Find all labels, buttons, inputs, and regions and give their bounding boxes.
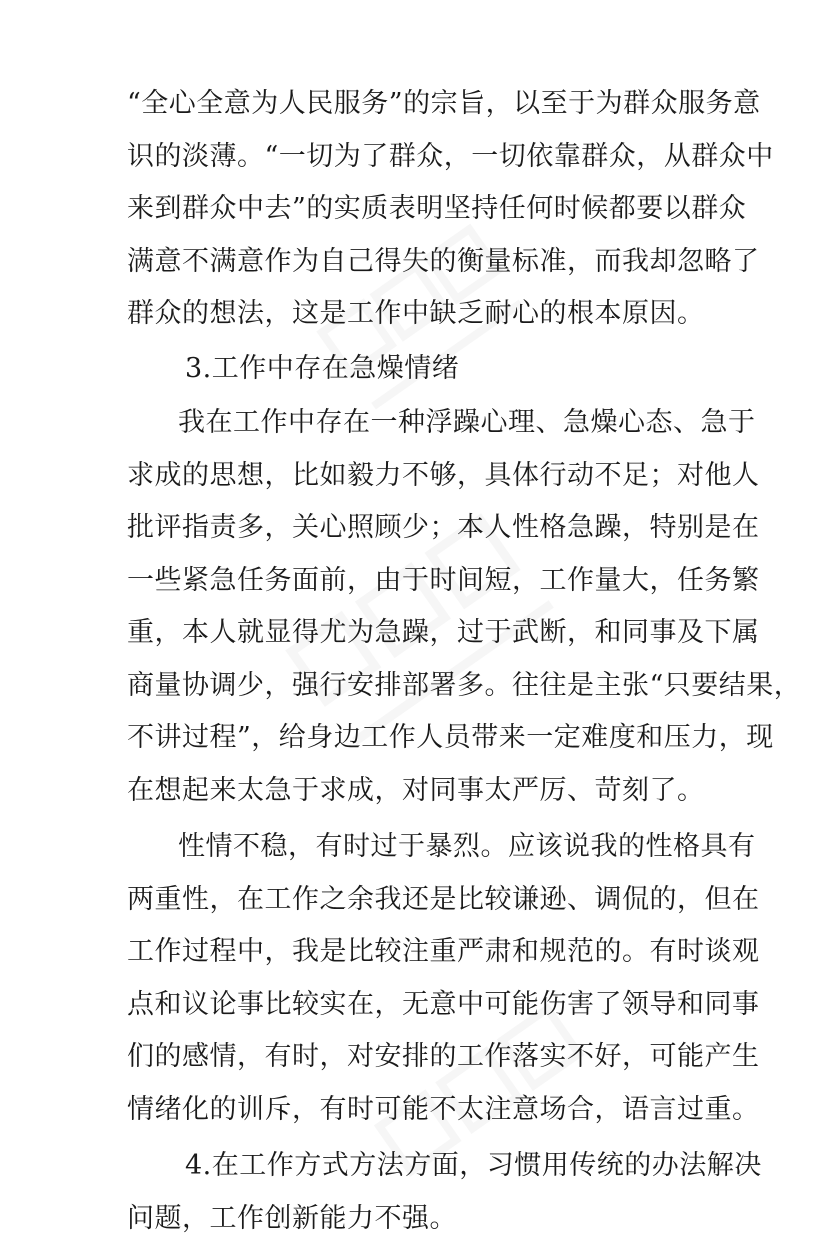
body-text-line: 不讲过程”，给身边工作人员带来一定难度和压力，现 bbox=[127, 722, 774, 753]
body-text-line: 在想起来太急于求成，对同事太严厉、苛刻了。 bbox=[127, 774, 705, 806]
body-text-line: 情绪化的训斥，有时可能不太注意场合，语言过重。 bbox=[127, 1093, 760, 1125]
body-text-line: 批评指责多，关心照顾少；本人性格急躁，特别是在 bbox=[127, 512, 760, 543]
body-text-line: 4.在工作方式方法方面，习惯用传统的办法解决 bbox=[185, 1150, 762, 1181]
body-text-line: 点和议论事比较实在，无意中可能伤害了领导和同事 bbox=[127, 988, 760, 1020]
body-text-line: 一些紧急任务面前，由于时间短，工作量大，任务繁 bbox=[127, 564, 760, 596]
body-text-line: 性情不稳，有时过于暴烈。应该说我的性格具有 bbox=[178, 831, 756, 862]
body-text-line: 来到群众中去”的实质表明坚持任何时候都要以群众 bbox=[127, 193, 747, 224]
body-text-line: 求成的思想，比如毅力不够，具体行动不足；对他人 bbox=[127, 459, 760, 491]
body-text-line: 商量协调少，强行安排部署多。往往是主张“只要结果， bbox=[127, 669, 802, 701]
section-heading: 3.工作中存在急燥情绪 bbox=[185, 352, 460, 384]
body-text-line: 工作过程中，我是比较注重严肃和规范的。有时谈观 bbox=[127, 936, 760, 967]
body-text-line: 重，本人就显得尤为急躁，过于武断，和同事及下属 bbox=[127, 617, 760, 648]
body-text-line: 群众的想法，这是工作中缺乏耐心的根本原因。 bbox=[127, 298, 705, 329]
body-text-line: 两重性，在工作之余我还是比较谦逊、调侃的，但在 bbox=[127, 883, 760, 915]
body-text-line: “全心全意为人民服务”的宗旨，以至于为群众服务意 bbox=[127, 88, 761, 119]
body-text-line: 满意不满意作为自己得失的衡量标准，而我却忽略了 bbox=[127, 245, 760, 277]
body-text-line: 问题，工作创新能力不强。 bbox=[127, 1202, 457, 1234]
body-text-line: 我在工作中存在一种浮躁心理、急燥心态、急于 bbox=[178, 407, 756, 438]
body-text-line: 识的淡薄。“一切为了群众，一切依靠群众，从群众中 bbox=[127, 140, 774, 172]
body-text-line: 们的感情，有时，对安排的工作落实不好，可能产生 bbox=[127, 1041, 760, 1072]
